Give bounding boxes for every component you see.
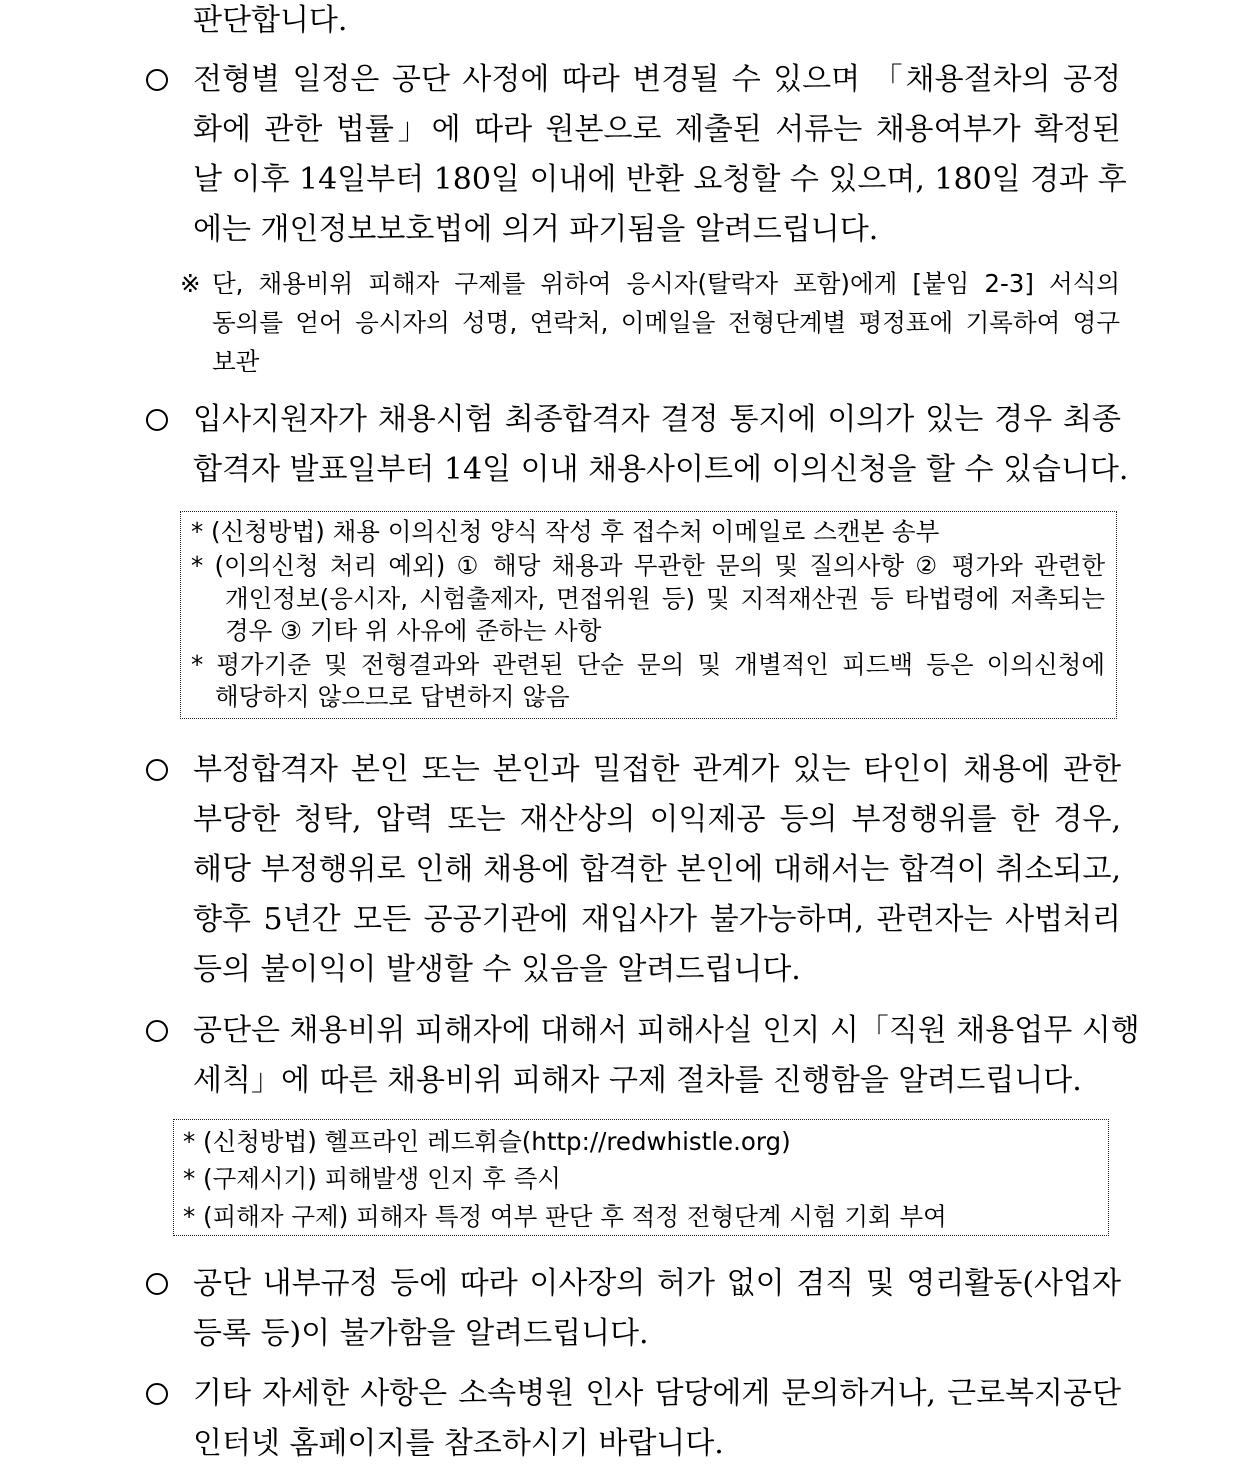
circle-bullet-icon [146,759,168,781]
paragraph-line: 날 이후 14일부터 180일 이내에 반환 요청할 수 있으며, 180일 경과 후 [193,162,1127,197]
reference-mark: ※ [180,269,201,298]
box-line: * (구제시기) 피해발생 인지 후 즉시 [183,1164,561,1193]
box-line: * 평가기준 및 전형결과와 관련된 단순 문의 및 개별적인 피드백 등은 이의신청에 [191,650,1105,679]
box-line: 경우 ③ 기타 위 사유에 준하는 사항 [225,616,602,645]
paragraph-line: 세칙」에 따른 채용비위 피해자 구제 절차를 진행함을 알려드립니다. [193,1063,1082,1098]
box-line: * (신청방법) 헬프라인 레드휘슬(http://redwhistle.org) [183,1127,791,1156]
paragraph-line: 합격자 발표일부터 14일 이내 채용사이트에 이의신청을 할 수 있습니다. [193,452,1129,487]
circle-bullet-icon [146,1383,168,1405]
victim-relief-box [173,1119,1109,1236]
objection-notice-box [180,511,1117,719]
box-line: 해당하지 않으므로 답변하지 않음 [215,682,570,711]
circle-bullet-icon [146,409,168,431]
note-line: 보관 [212,347,260,376]
paragraph-line: 공단은 채용비위 피해자에 대해서 피해사실 인지 시「직원 채용업무 시행 [193,1013,1140,1048]
box-line: * (피해자 구제) 피해자 특정 여부 판단 후 적정 전형단계 시험 기회 부여 [183,1202,947,1231]
paragraph-line: 향후 5년간 모든 공공기관에 재입사가 불가능하며, 관련자는 사법처리 [193,902,1121,937]
paragraph-line: 등록 등)이 불가함을 알려드립니다. [193,1316,649,1351]
paragraph-line: 인터넷 홈페이지를 참조하시기 바랍니다. [193,1426,724,1461]
note-line: 동의를 얻어 응시자의 성명, 연락처, 이메일을 전형단계별 평정표에 기록하여 영구 [212,308,1120,337]
paragraph-line: 판단합니다. [193,3,348,38]
box-line: 개인정보(응시자, 시험출제자, 면접위원 등) 및 지적재산권 등 타법령에 저촉되는 [225,584,1105,613]
circle-bullet-icon [146,1273,168,1295]
paragraph-line: 해당 부정행위로 인해 채용에 합격한 본인에 대해서는 합격이 취소되고, [193,852,1121,887]
paragraph-line: 부정합격자 본인 또는 본인과 밀접한 관계가 있는 타인이 채용에 관한 [193,752,1121,787]
box-line: * (신청방법) 채용 이의신청 양식 작성 후 접수처 이메일로 스캔본 송부 [191,517,940,546]
paragraph-line: 부당한 청탁, 압력 또는 재산상의 이익제공 등의 부정행위를 한 경우, [193,802,1121,837]
note-line: 단, 채용비위 피해자 구제를 위하여 응시자(탈락자 포함)에게 [붙임 2-3] 서식의 [212,269,1120,298]
paragraph-line: 입사지원자가 채용시험 최종합격자 결정 통지에 이의가 있는 경우 최종 [193,402,1121,437]
paragraph-line: 등의 불이익이 발생할 수 있음을 알려드립니다. [193,952,801,987]
paragraph-line: 공단 내부규정 등에 따라 이사장의 허가 없이 겸직 및 영리활동(사업자 [193,1266,1121,1301]
circle-bullet-icon [146,1020,168,1042]
paragraph-line: 기타 자세한 사항은 소속병원 인사 담당에게 문의하거나, 근로복지공단 [193,1376,1121,1411]
paragraph-line: 에는 개인정보보호법에 의거 파기됨을 알려드립니다. [193,212,879,247]
paragraph-line: 전형별 일정은 공단 사정에 따라 변경될 수 있으며 「채용절차의 공정 [193,62,1121,97]
paragraph-line: 화에 관한 법률」에 따라 원본으로 제출된 서류는 채용여부가 확정된 [193,112,1121,147]
box-line: * (이의신청 처리 예외) ① 해당 채용과 무관한 문의 및 질의사항 ② 평가와 관련한 [191,551,1105,580]
circle-bullet-icon [146,69,168,91]
